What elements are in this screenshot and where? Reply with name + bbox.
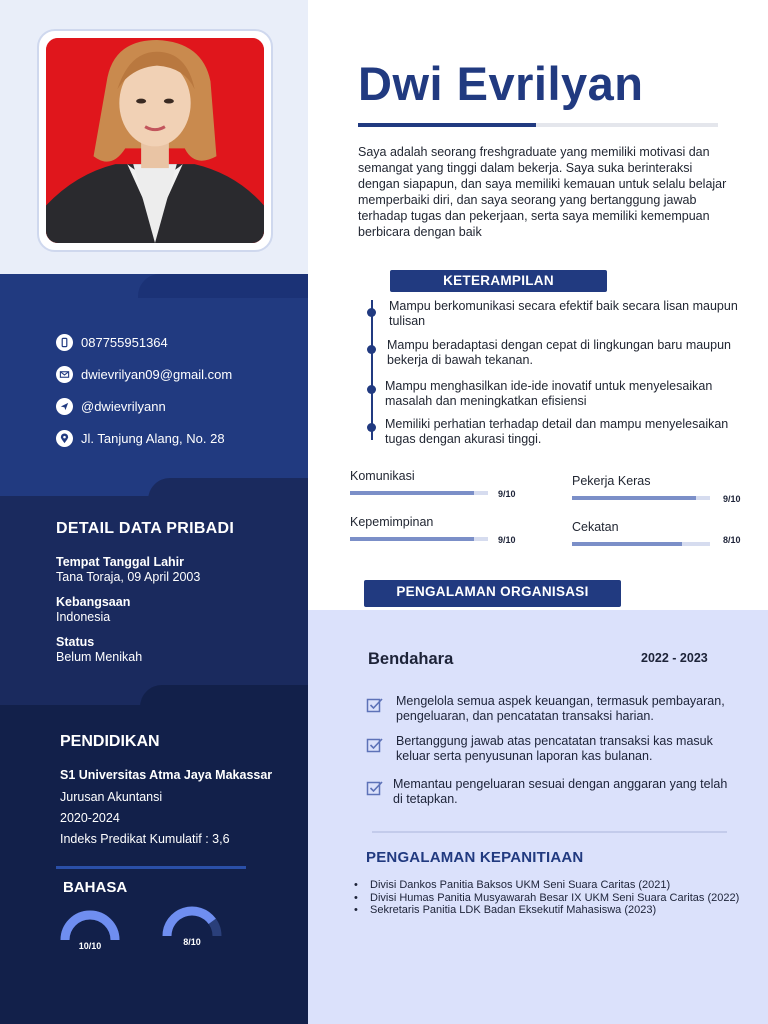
- skill-rating-fill: [572, 496, 696, 500]
- education-school: S1 Universitas Atma Jaya Makassar: [60, 768, 273, 782]
- experience-section: [308, 610, 768, 1024]
- contact-list: [56, 326, 232, 454]
- education-gpa: Indeks Predikat Kumulatif : 3,6: [60, 832, 230, 846]
- about-paragraph: Saya adalah seorang freshgraduate yang memiliki motivasi dan semangat yang tinggi dalam bekerja. Saya suka berinteraksi dengan siapapun, dan saya memiliki kemauan untuk selalu belajar memperbaiki diri, dan saya seorang yang bertanggung jawab terhadap tugas dan pekerjaan, serta saya memiliki kemempuan berbicara dengan baik: [358, 145, 727, 239]
- skill-rating-track: [350, 491, 488, 495]
- nationality-info: [56, 595, 130, 624]
- skills-timeline: [371, 300, 373, 440]
- skill-rating-cekatan: [572, 520, 741, 546]
- organization-years: 2022 - 2023: [641, 651, 708, 665]
- skill-rating-track: [572, 496, 710, 500]
- language-gauge-indonesia: [60, 910, 120, 951]
- skill-rating-score: 9/10: [498, 489, 516, 499]
- profile-photo-frame: [37, 29, 273, 252]
- full-name: Dwi Evrilyan: [358, 57, 644, 110]
- contact-social: [56, 390, 232, 422]
- phone-icon: [56, 334, 73, 351]
- organization-task: [366, 777, 736, 807]
- phone-number: 087755951364: [81, 334, 168, 350]
- status-value: Belum Menikah: [56, 650, 143, 664]
- birth-info: [56, 555, 200, 584]
- timeline-dot: [367, 423, 376, 432]
- email-address: dwievrilyan09@gmail.com: [81, 366, 233, 382]
- skill-rating-kepemimpinan: [350, 515, 516, 545]
- contact-email: [56, 358, 232, 390]
- location-pin-icon: [56, 430, 73, 447]
- education-section: [0, 705, 308, 1024]
- task-text: Mengelola semua aspek keuangan, termasuk pembayaran, pengeluaran, dan pencatatan transaksi harian.: [396, 694, 725, 723]
- skill-rating-label: Cekatan: [572, 520, 619, 534]
- education-years: 2020-2024: [60, 811, 120, 825]
- name-underline: [358, 123, 718, 127]
- skill-rating-score: 9/10: [723, 494, 741, 504]
- status-label: Status: [56, 635, 95, 649]
- committee-item: • Sekretaris Panitia LDK Badan Eksekutif Mahasiswa (2023): [354, 904, 764, 917]
- nationality-label: Kebangsaan: [56, 595, 131, 609]
- mail-icon: [56, 366, 73, 383]
- language-gauge-inggris: [162, 906, 222, 947]
- committee-title: PENGALAMAN KEPANITIAAN: [366, 849, 584, 866]
- skill-rating-label: Pekerja Keras: [572, 474, 651, 488]
- language-score: 8/10: [183, 937, 201, 947]
- personal-details-title: DETAIL DATA PRIBADI: [56, 520, 235, 537]
- skill-rating-fill: [572, 542, 682, 546]
- skill-rating-label: Kepemimpinan: [350, 515, 434, 529]
- committee-item: • Divisi Dankos Panitia Baksos UKM Seni Suara Caritas (2021): [354, 879, 764, 892]
- checkbox-icon: [366, 736, 384, 754]
- contact-address: [56, 422, 232, 454]
- skill-item: Mampu beradaptasi dengan cepat di lingkungan baru maupun bekerja di bawah tekanan.: [387, 338, 731, 367]
- experience-divider: [372, 831, 727, 833]
- skill-item: Mampu menghasilkan ide-ide inovatif untuk menyelesaikan masalah dan meningkatkan efisiensi: [385, 379, 713, 408]
- checkbox-icon: [366, 696, 384, 714]
- marital-status-info: [56, 635, 142, 664]
- birth-value: Tana Toraja, 09 April 2003: [56, 570, 201, 584]
- skill-rating-track: [572, 542, 710, 546]
- profile-photo: [46, 38, 264, 243]
- organization-task: [366, 734, 736, 764]
- skill-rating-pekerja-keras: [572, 474, 741, 504]
- committee-item: • Divisi Humas Panitia Musyawarah Besar IX UKM Seni Suara Caritas (2022): [354, 892, 764, 905]
- skill-item: Mampu berkomunikasi secara efektif baik secara lisan maupun tulisan: [389, 299, 738, 328]
- contact-phone: [56, 326, 232, 358]
- skill-rating-track: [350, 537, 488, 541]
- task-text: Memantau pengeluaran sesuai dengan anggaran yang telah di tetapkan.: [393, 777, 728, 806]
- nationality-value: Indonesia: [56, 610, 111, 624]
- organization-role: Bendahara: [368, 650, 454, 668]
- send-icon: [56, 398, 73, 415]
- timeline-dot: [367, 385, 376, 394]
- education-divider: [56, 866, 246, 869]
- skill-item: Memiliki perhatian terhadap detail dan mampu menyelesaikan tugas dengan akurasi tinggi.: [385, 417, 729, 446]
- language-score: 10/10: [78, 941, 102, 951]
- education-title: PENDIDIKAN: [60, 733, 160, 750]
- skills-title: KETERAMPILAN: [390, 270, 607, 292]
- social-handle: @dwievrilyann: [81, 398, 166, 414]
- skill-rating-fill: [350, 491, 474, 495]
- birth-label: Tempat Tanggal Lahir: [56, 555, 185, 569]
- gauge-arc: [60, 910, 120, 940]
- skill-rating-komunikasi: [350, 469, 516, 499]
- portrait-illustration: [46, 38, 264, 243]
- checkbox-icon: [366, 779, 384, 797]
- skill-rating-label: Komunikasi: [350, 469, 415, 483]
- address-text: Jl. Tanjung Alang, No. 28: [81, 430, 225, 446]
- committee-list: [354, 879, 764, 917]
- gauge-arc: [162, 906, 222, 936]
- education-major: Jurusan Akuntansi: [60, 790, 163, 804]
- timeline-dot: [367, 345, 376, 354]
- organization-task: [366, 694, 736, 724]
- timeline-dot: [367, 308, 376, 317]
- skill-rating-score: 9/10: [498, 535, 516, 545]
- task-text: Bertanggung jawab atas pencatatan transaksi kas masuk keluar serta penyusunan laporan kas bulanan.: [396, 734, 713, 763]
- skill-rating-fill: [350, 537, 474, 541]
- organization-title: PENGALAMAN ORGANISASI: [364, 580, 621, 607]
- skill-rating-score: 8/10: [723, 535, 741, 545]
- languages-title: BAHASA: [63, 879, 128, 896]
